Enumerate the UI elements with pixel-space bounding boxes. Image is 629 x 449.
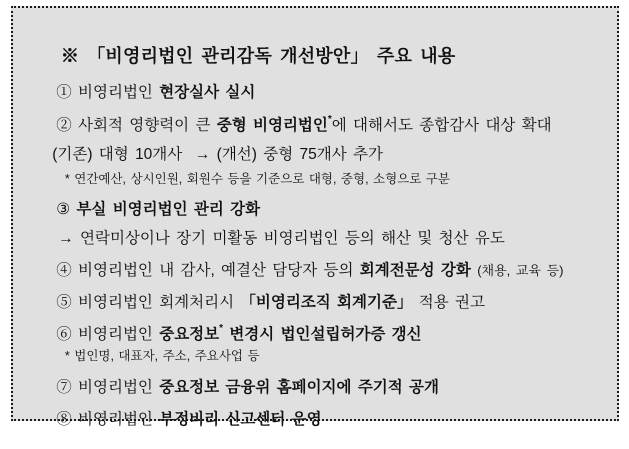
text-segment: 부실 비영리법인 관리 강화 — [76, 201, 261, 219]
text-segment: (기존) 대형 10개사 → (개선) 중형 75개사 추가 — [52, 146, 383, 164]
notice-box — [11, 6, 619, 429]
arrow-text: → 연락미상이나 장기 미활동 비영리법인 등의 해산 및 청산 유도 — [58, 230, 505, 248]
text-segment: ⑧ 비영리법인 — [56, 411, 160, 429]
text-segment: (채용, 교육 등) — [477, 263, 564, 279]
text-segment: ③ — [56, 201, 77, 219]
text-segment: 에 대해서도 종합감사 대상 확대 — [331, 117, 552, 135]
text-segment: ⑤ 비영리법인 회계처리시 — [56, 294, 241, 312]
text-segment: ① 비영리법인 — [56, 84, 160, 102]
text-segment: ④ 비영리법인 내 감사, 예결산 담당자 등의 — [56, 262, 360, 280]
footnote-marker: * — [219, 323, 224, 335]
text-segment: 중형 비영리법인 — [216, 117, 328, 135]
text-segment: ⑥ 비영리법인 — [56, 326, 160, 344]
list-item-8 — [31, 391, 322, 449]
text-segment: ⑦ 비영리법인 — [56, 379, 160, 397]
text-segment: 중요정보 금융위 홈페이지에 주기적 공개 — [159, 379, 439, 397]
footnote-marker: * — [327, 114, 332, 126]
text-segment: 부정비리 신고센터 운영 — [159, 411, 322, 429]
text-segment: * 연간예산, 상시인원, 회원수 등을 기준으로 대형, 중형, 소형으로 구분 — [64, 171, 450, 186]
text-segment: 변경시 법인설립허가증 갱신 — [223, 326, 422, 344]
text-segment: 「비영리조직 회계기준」 — [240, 294, 413, 312]
text-segment: 중요정보 — [159, 326, 220, 344]
text-segment: ② 사회적 영향력이 큰 — [56, 117, 217, 135]
text-segment: 현장실사 실시 — [159, 84, 256, 102]
text-segment: 회계전문성 강화 — [359, 262, 471, 280]
title-text: ※ 「비영리법인 관리감독 개선방안」 주요 내용 — [60, 45, 456, 66]
text-segment: * 법인명, 대표자, 주소, 주요사업 등 — [64, 348, 260, 363]
text-segment: 적용 권고 — [412, 294, 485, 312]
